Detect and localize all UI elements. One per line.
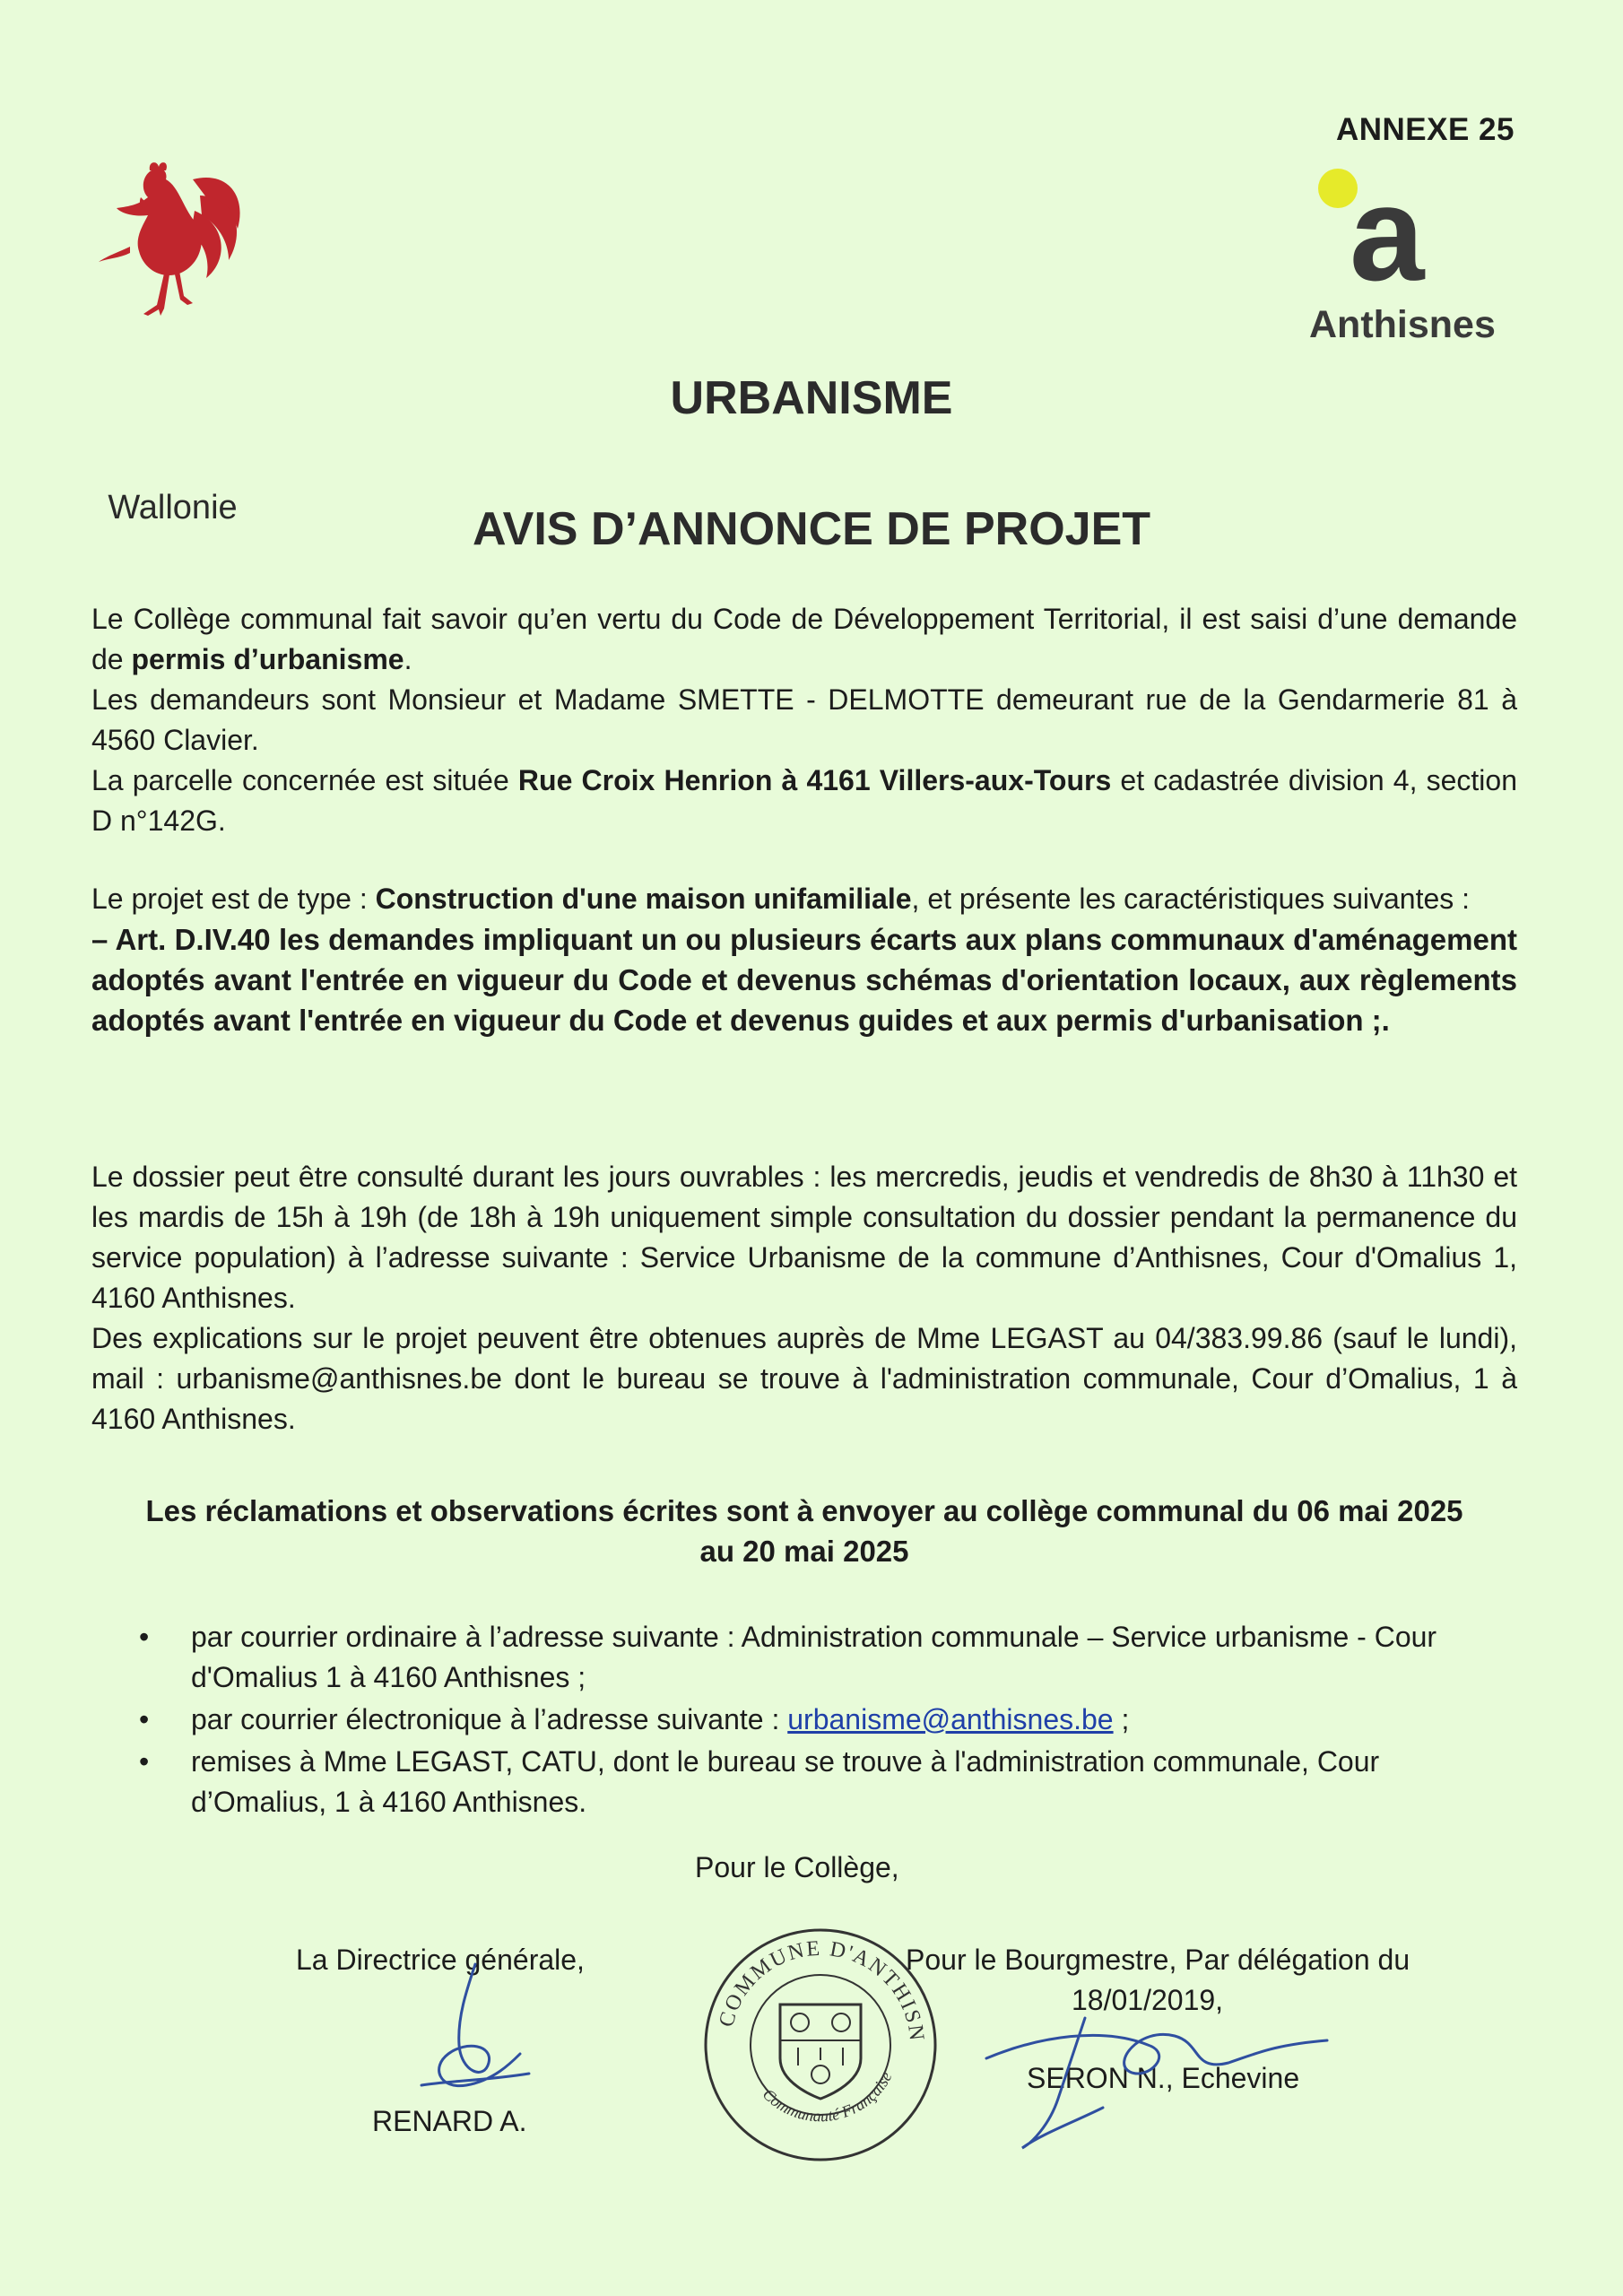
commune-stamp: [690, 1915, 950, 2175]
reclamations-line1: Les réclamations et observations écrites sont à envoyer au collège communal du 06 mai 2025: [145, 1494, 1463, 1527]
intro-block: [91, 599, 1517, 841]
text: .: [404, 643, 412, 675]
text: La parcelle concernée est située: [91, 764, 518, 796]
list-item-text: remises à Mme LEGAST, CATU, dont le bureau se trouve à l'administration communale, Cour d’Omalius, 1 à 4160 Anthisnes.: [191, 1745, 1380, 1818]
paragraph-applicants: Les demandeurs sont Monsieur et Madame SMETTE - DELMOTTE demeurant rue de la Gendarmerie 81 à 4560 Clavier.: [91, 683, 1517, 756]
page-subtitle: AVIS D’ANNONCE DE PROJET: [472, 503, 1151, 555]
project-block: [91, 879, 1517, 1040]
bourgmestre-line2: 18/01/2019,: [1072, 1984, 1224, 2016]
email-link[interactable]: urbanisme@anthisnes.be: [787, 1703, 1114, 1735]
anthisnes-name: Anthisnes: [1309, 303, 1496, 346]
text: Le Collège communal fait savoir qu’en vertu du Code de Développement Territorial, il est saisi d’une demande de: [91, 603, 1517, 675]
anthisnes-logo: [1309, 158, 1524, 359]
list-item-text: ;: [1113, 1703, 1130, 1735]
list-item: [139, 1617, 1517, 1698]
directrice-signature: [386, 1955, 565, 2135]
list-item-text: par courrier ordinaire à l’adresse suivante : Administration communale – Service urbanisme - Cour d'Omalius 1 à 4160 Anthisnes ;: [191, 1621, 1437, 1693]
text: Le projet est de type :: [91, 883, 376, 915]
list-item-text: par courrier électronique à l’adresse suivante :: [191, 1703, 788, 1735]
paragraph-consultation: Le dossier peut être consulté durant les jours ouvrables : les mercredis, jeudis et vendredis de 8h30 à 11h30 et les mardis de 15h à 19h (de 18h à 19h uniquement simple consultation du dossier pendant la permanence du service population) à l’adresse suivante : Service Urbanisme de la commune d’Anthisnes, Cour d'Omalius 1, 4160 Anthisnes.: [91, 1161, 1517, 1314]
project-type: Construction d'une maison unifamiliale: [375, 883, 912, 915]
reclamations-notice: [91, 1491, 1517, 1571]
echevine-signature: [968, 1964, 1345, 2161]
paragraph-parcel: [91, 761, 1517, 841]
wallonie-logo: [94, 161, 251, 526]
rooster-icon: [94, 161, 251, 323]
permit-type: permis d’urbanisme: [131, 643, 404, 675]
list-item: [139, 1700, 1517, 1740]
directrice-name: RENARD A.: [372, 2105, 527, 2137]
consultation-block: [91, 1157, 1517, 1439]
svg-text:Communauté Française: Communauté Française: [759, 2068, 896, 2126]
bullet-icon: •: [139, 1703, 150, 1735]
text: , et présente les caractéristiques suivantes :: [911, 883, 1471, 915]
directrice-title: La Directrice générale,: [296, 1944, 585, 1976]
parcel-address: Rue Croix Henrion à 4161 Villers-aux-Tours: [517, 764, 1112, 796]
text: et cadastrée division 4, section D n°142G.: [91, 764, 1518, 837]
annexe-label: ANNEXE 25: [1335, 112, 1515, 147]
paragraph-article: – Art. D.IV.40 les demandes impliquant un ou plusieurs écarts aux plans communaux d'aménagement adoptés avant l'entrée en vigueur du Code et devenus schémas d'orientation locaux, aux règlements adoptés avant l'entrée en vigueur du Code et devenus guides et aux permis d'urbanisation ;.: [91, 923, 1517, 1037]
paragraph-college: [91, 599, 1517, 680]
signature-icon: [386, 1955, 565, 2135]
svg-text:COMMUNE D'ANTHISNES: COMMUNE D'ANTHISN: [715, 1936, 929, 2044]
wallonie-label: Wallonie: [108, 489, 238, 526]
bourgmestre-line1: Pour le Bourgmestre, Par délégation du: [906, 1944, 1410, 1976]
signature-icon: [968, 1964, 1345, 2161]
submission-methods-list: [139, 1617, 1517, 1824]
seal-icon: [690, 1915, 950, 2175]
bullet-icon: •: [139, 1621, 150, 1653]
paragraph-project-type: [91, 879, 1517, 919]
anthisnes-letter: a: [1350, 158, 1425, 309]
list-item: [139, 1742, 1517, 1822]
bourgmestre-name: SERON N., Echevine: [1027, 2062, 1300, 2094]
page-title: URBANISME: [670, 372, 953, 424]
pour-college: Pour le Collège,: [695, 1851, 899, 1883]
reclamations-line2: au 20 mai 2025: [699, 1535, 909, 1568]
paragraph-explanations: Des explications sur le projet peuvent être obtenues auprès de Mme LEGAST au 04/383.99.86 (sauf le lundi), mail : urbanisme@anthisnes.be dont le bureau se trouve à l'administration communale, Cour d’Omalius, 1 à 4160 Anthisnes.: [91, 1322, 1517, 1435]
bullet-icon: •: [139, 1745, 150, 1778]
